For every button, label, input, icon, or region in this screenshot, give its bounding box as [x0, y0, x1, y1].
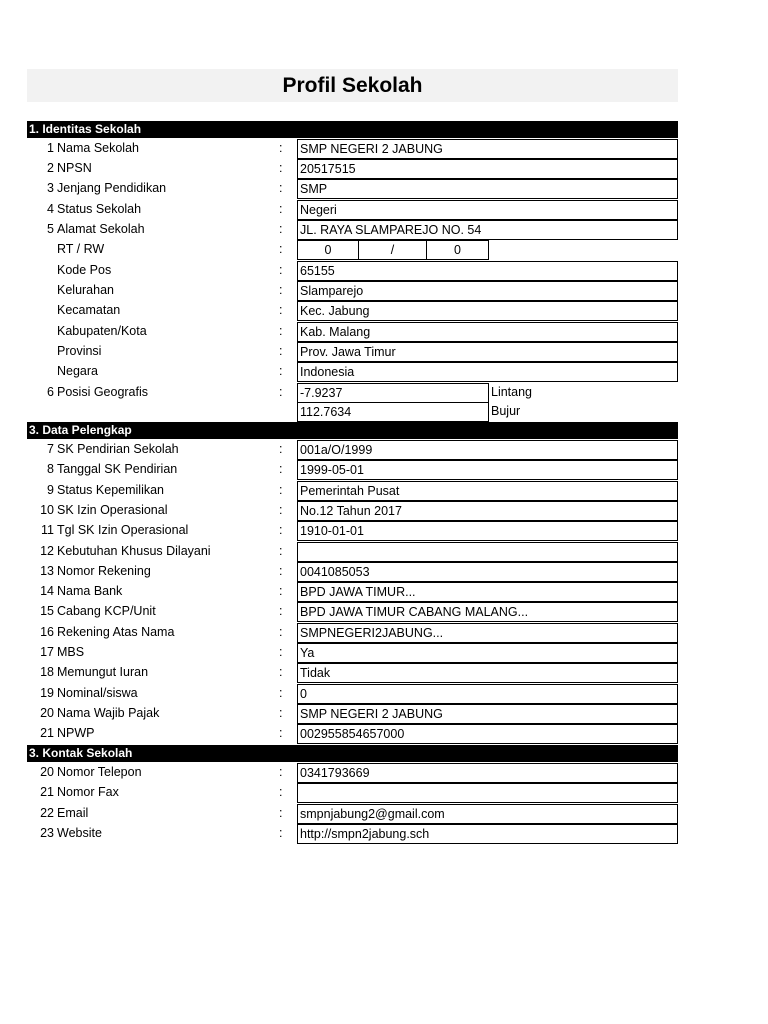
row-number: 22 — [40, 805, 54, 820]
row-number: 12 — [40, 543, 54, 558]
row-label: Kode Pos — [57, 263, 112, 277]
row-label: MBS — [57, 645, 85, 659]
colon: : — [279, 563, 283, 578]
value-cell[interactable]: 65155 — [297, 261, 678, 281]
colon: : — [279, 805, 283, 820]
value-cell[interactable]: BPD JAWA TIMUR CABANG MALANG... — [297, 602, 678, 622]
colon: : — [279, 482, 283, 497]
value-cell[interactable]: 0 — [297, 684, 678, 704]
bujur-label: Bujur — [491, 404, 521, 418]
row-number: 20 — [40, 705, 54, 720]
row-kelurahan — [27, 281, 678, 301]
title-bar — [27, 69, 678, 102]
row-label: Nama Sekolah — [57, 141, 139, 155]
value-cell[interactable]: Indonesia — [297, 362, 678, 382]
colon: : — [279, 462, 283, 477]
section-header-pelengkap: 3. Data Pelengkap — [27, 422, 678, 439]
row-label: Kecamatan — [57, 303, 121, 317]
colon: : — [279, 442, 283, 456]
table-row — [27, 521, 678, 541]
row-number: 7 — [47, 442, 54, 456]
value-cell[interactable]: Prov. Jawa Timur — [297, 342, 678, 362]
row-kabupaten — [27, 322, 678, 342]
colon: : — [279, 705, 283, 720]
colon: : — [279, 283, 283, 297]
row-label: Negara — [57, 364, 98, 378]
colon: : — [279, 685, 283, 700]
value-cell[interactable]: Tidak — [297, 663, 678, 683]
colon: : — [279, 161, 283, 175]
colon: : — [279, 665, 283, 680]
row-label: Status Sekolah — [57, 202, 142, 216]
row-number: 8 — [47, 462, 54, 477]
value-cell[interactable]: 0341793669 — [297, 763, 678, 783]
value-cell[interactable]: Kec. Jabung — [297, 301, 678, 321]
row-label: Nominal/siswa — [57, 685, 138, 700]
value-cell[interactable]: Pemerintah Pusat — [297, 481, 678, 501]
value-cell[interactable]: SMPNEGERI2JABUNG... — [297, 623, 678, 643]
value-cell[interactable]: JL. RAYA SLAMPAREJO NO. 54 — [297, 220, 678, 240]
row-label: Kabupaten/Kota — [57, 324, 147, 338]
value-cell[interactable]: Negeri — [297, 200, 678, 220]
row-provinsi — [27, 342, 678, 362]
row-label: Tgl SK Izin Operasional — [57, 523, 189, 538]
colon: : — [279, 181, 283, 195]
row-number: 3 — [47, 181, 54, 195]
table-row — [27, 602, 678, 622]
row-kode-pos — [27, 261, 678, 281]
colon: : — [279, 624, 283, 639]
table-row — [27, 663, 678, 683]
table-row — [27, 824, 678, 844]
value-cell[interactable]: 20517515 — [297, 159, 678, 179]
table-row — [27, 763, 678, 783]
table-row — [27, 643, 678, 663]
row-negara — [27, 362, 678, 382]
row-number: 14 — [40, 584, 54, 599]
row-label: Nomor Fax — [57, 785, 119, 800]
row-label: RT / RW — [57, 242, 105, 256]
lintang-cell[interactable]: -7.9237 — [297, 383, 489, 403]
colon: : — [279, 765, 283, 779]
row-label: Tanggal SK Pendirian — [57, 462, 178, 477]
table-row — [27, 684, 678, 704]
row-number: 9 — [47, 482, 54, 497]
section-header-kontak: 3. Kontak Sekolah — [27, 745, 678, 762]
table-row — [27, 440, 678, 460]
row-jenjang — [27, 179, 678, 199]
table-row — [27, 481, 678, 501]
table-row — [27, 460, 678, 480]
colon: : — [279, 543, 283, 558]
colon: : — [279, 726, 283, 741]
table-row — [27, 724, 678, 744]
row-label: Memungut Iuran — [57, 665, 149, 680]
row-label: Rekening Atas Nama — [57, 624, 175, 639]
row-label: Cabang KCP/Unit — [57, 604, 156, 619]
table-row — [27, 542, 678, 562]
row-label: Email — [57, 805, 89, 820]
row-lintang — [27, 383, 678, 403]
colon: : — [279, 604, 283, 619]
value-cell[interactable]: 0041085053 — [297, 562, 678, 582]
value-cell[interactable]: Ya — [297, 643, 678, 663]
row-number: 21 — [40, 726, 54, 741]
value-cell[interactable]: SMP NEGERI 2 JABUNG — [297, 139, 678, 159]
colon: : — [279, 242, 283, 256]
table-row — [27, 501, 678, 521]
value-cell[interactable]: No.12 Tahun 2017 — [297, 501, 678, 521]
value-cell[interactable]: 1910-01-01 — [297, 521, 678, 541]
section-header-identitas: 1. Identitas Sekolah — [27, 121, 678, 138]
row-label: Kebutuhan Khusus Dilayani — [57, 543, 211, 558]
row-label: Website — [57, 825, 102, 840]
value-cell[interactable]: 001a/O/1999 — [297, 440, 678, 460]
colon: : — [279, 785, 283, 800]
table-row — [27, 582, 678, 602]
value-cell[interactable]: http://smpn2jabung.sch — [297, 824, 678, 844]
colon: : — [279, 202, 283, 216]
row-bujur — [27, 402, 678, 422]
rtrw-cells — [297, 240, 489, 260]
row-label: Nama Wajib Pajak — [57, 705, 160, 720]
row-number: 2 — [47, 161, 54, 175]
value-cell[interactable] — [297, 783, 678, 803]
value-cell[interactable]: Kab. Malang — [297, 322, 678, 342]
table-row — [27, 623, 678, 643]
table-row — [27, 783, 678, 803]
row-label: Posisi Geografis — [57, 385, 149, 399]
row-label: SK Pendirian Sekolah — [57, 442, 179, 456]
colon: : — [279, 303, 283, 317]
row-npsn — [27, 159, 678, 179]
row-number: 1 — [47, 141, 54, 155]
row-label: SK Izin Operasional — [57, 502, 168, 517]
colon: : — [279, 385, 283, 399]
rw-cell[interactable]: 0 — [427, 240, 489, 260]
row-number: 23 — [40, 825, 54, 840]
row-number: 16 — [40, 624, 54, 639]
colon: : — [279, 141, 283, 155]
row-label: Nomor Rekening — [57, 563, 151, 578]
colon: : — [279, 263, 283, 277]
table-row — [27, 804, 678, 824]
rt-cell[interactable]: 0 — [297, 240, 359, 260]
colon: : — [279, 523, 283, 538]
value-cell[interactable]: Slamparejo — [297, 281, 678, 301]
rtrw-separator: / — [359, 240, 427, 260]
row-label: Jenjang Pendidikan — [57, 181, 167, 195]
row-number: 19 — [40, 685, 54, 700]
row-status — [27, 200, 678, 220]
row-number: 15 — [40, 604, 54, 619]
table-row — [27, 562, 678, 582]
row-number: 10 — [40, 502, 54, 517]
value-cell[interactable]: 002955854657000 — [297, 724, 678, 744]
colon: : — [279, 222, 283, 236]
row-number: 17 — [40, 645, 54, 659]
row-label: Provinsi — [57, 344, 102, 358]
value-cell[interactable]: 1999-05-01 — [297, 460, 678, 480]
colon: : — [279, 645, 283, 659]
colon: : — [279, 364, 283, 378]
row-alamat — [27, 220, 678, 240]
value-cell[interactable]: SMP — [297, 179, 678, 199]
row-number: 6 — [47, 385, 54, 399]
page-title: Profil Sekolah — [282, 73, 423, 97]
row-label: NPSN — [57, 161, 92, 175]
row-number: 5 — [47, 222, 54, 236]
row-nama-sekolah — [27, 139, 678, 159]
bujur-cell[interactable]: 112.7634 — [297, 402, 489, 422]
colon: : — [279, 502, 283, 517]
row-kecamatan — [27, 301, 678, 321]
row-label: Kelurahan — [57, 283, 114, 297]
value-cell[interactable]: SMP NEGERI 2 JABUNG — [297, 704, 678, 724]
colon: : — [279, 344, 283, 358]
row-number: 21 — [40, 785, 54, 800]
row-number: 4 — [47, 202, 54, 216]
value-cell[interactable] — [297, 542, 678, 562]
row-number: 20 — [40, 765, 54, 779]
value-cell[interactable]: smpnjabung2@gmail.com — [297, 804, 678, 824]
colon: : — [279, 825, 283, 840]
row-rtrw — [27, 240, 678, 260]
lintang-label: Lintang — [491, 385, 533, 399]
row-number: 11 — [41, 523, 54, 538]
row-label: Nama Bank — [57, 584, 123, 599]
colon: : — [279, 324, 283, 338]
row-number: 18 — [40, 665, 54, 680]
colon: : — [279, 584, 283, 599]
row-label: NPWP — [57, 726, 95, 741]
row-label: Alamat Sekolah — [57, 222, 145, 236]
table-row — [27, 704, 678, 724]
row-number: 13 — [40, 563, 54, 578]
row-label: Status Kepemilikan — [57, 482, 165, 497]
row-label: Nomor Telepon — [57, 765, 142, 779]
value-cell[interactable]: BPD JAWA TIMUR... — [297, 582, 678, 602]
